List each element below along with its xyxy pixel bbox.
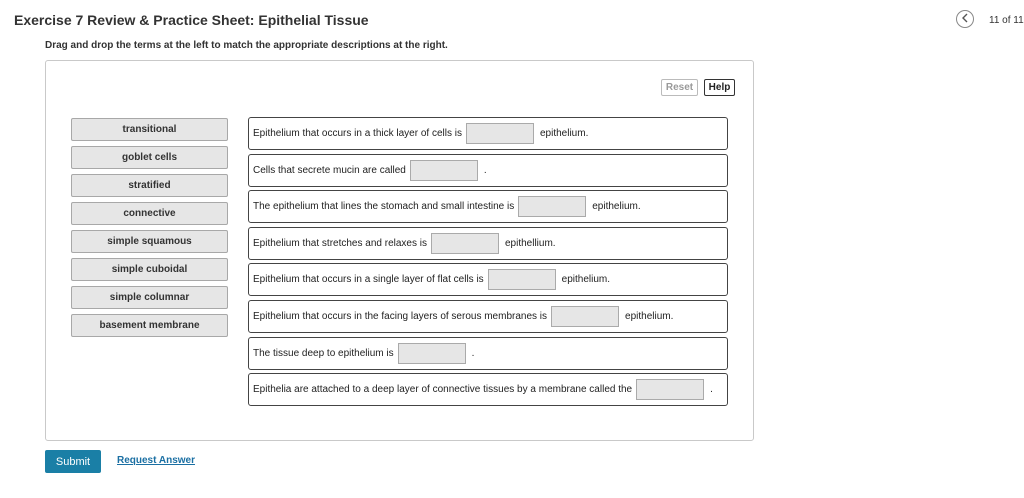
drop-target-7[interactable] xyxy=(398,343,466,364)
description-suffix: . xyxy=(710,384,713,395)
description-text: Epithelia are attached to a deep layer of connective tissues by a membrane called the xyxy=(253,384,633,395)
description-text: The tissue deep to epithelium is xyxy=(253,348,394,359)
term-transitional[interactable]: transitional xyxy=(71,118,228,141)
submit-button[interactable]: Submit xyxy=(45,450,101,473)
term-simple-cuboidal[interactable]: simple cuboidal xyxy=(71,258,228,281)
drop-target-8[interactable] xyxy=(636,379,704,400)
chevron-left-icon xyxy=(961,10,969,28)
drag-drop-panel xyxy=(45,60,754,441)
description-text: Epithelium that occurs in a thick layer of cells is xyxy=(253,128,462,139)
request-answer-link[interactable]: Request Answer xyxy=(117,455,195,466)
description-text: The epithelium that lines the stomach and small intestine is xyxy=(253,201,515,212)
drop-target-5[interactable] xyxy=(488,269,556,290)
description-suffix: epithelium. xyxy=(625,311,674,322)
description-text: Epithelium that stretches and relaxes is xyxy=(253,238,427,249)
description-suffix: epithelium. xyxy=(592,201,641,212)
instructions: Drag and drop the terms at the left to match the appropriate descriptions at the right. xyxy=(45,40,448,51)
description-5 xyxy=(248,263,728,296)
term-stratified[interactable]: stratified xyxy=(71,174,228,197)
description-suffix: epithelium. xyxy=(539,128,589,139)
description-suffix: . xyxy=(471,348,475,359)
drop-target-2[interactable] xyxy=(410,160,478,181)
term-simple-squamous[interactable]: simple squamous xyxy=(71,230,228,253)
drop-target-4[interactable] xyxy=(431,233,499,254)
description-4 xyxy=(248,227,728,260)
page-count: 11 of 11 xyxy=(989,15,1024,26)
description-1 xyxy=(248,117,728,150)
previous-page-button[interactable] xyxy=(956,10,974,28)
description-6 xyxy=(248,300,728,333)
description-3 xyxy=(248,190,728,223)
term-basement-membrane[interactable]: basement membrane xyxy=(71,314,228,337)
description-2 xyxy=(248,154,728,187)
description-text: Epithelium that occurs in a single layer of flat cells is xyxy=(253,274,484,285)
help-button[interactable]: Help xyxy=(704,79,735,96)
description-suffix: . xyxy=(483,165,487,176)
term-goblet-cells[interactable]: goblet cells xyxy=(71,146,228,169)
description-suffix: epithellium. xyxy=(504,238,556,249)
description-8 xyxy=(248,373,728,406)
term-connective[interactable]: connective xyxy=(71,202,228,225)
drop-target-1[interactable] xyxy=(466,123,534,144)
page-title: Exercise 7 Review & Practice Sheet: Epithelial Tissue xyxy=(14,12,369,28)
description-7 xyxy=(248,337,728,370)
description-text: Cells that secrete mucin are called xyxy=(253,165,406,176)
drop-target-6[interactable] xyxy=(551,306,619,327)
reset-button[interactable]: Reset xyxy=(661,79,698,96)
term-simple-columnar[interactable]: simple columnar xyxy=(71,286,228,309)
drop-target-3[interactable] xyxy=(518,196,586,217)
description-text: Epithelium that occurs in the facing layers of serous membranes is xyxy=(253,311,548,322)
description-suffix: epithelium. xyxy=(561,274,611,285)
